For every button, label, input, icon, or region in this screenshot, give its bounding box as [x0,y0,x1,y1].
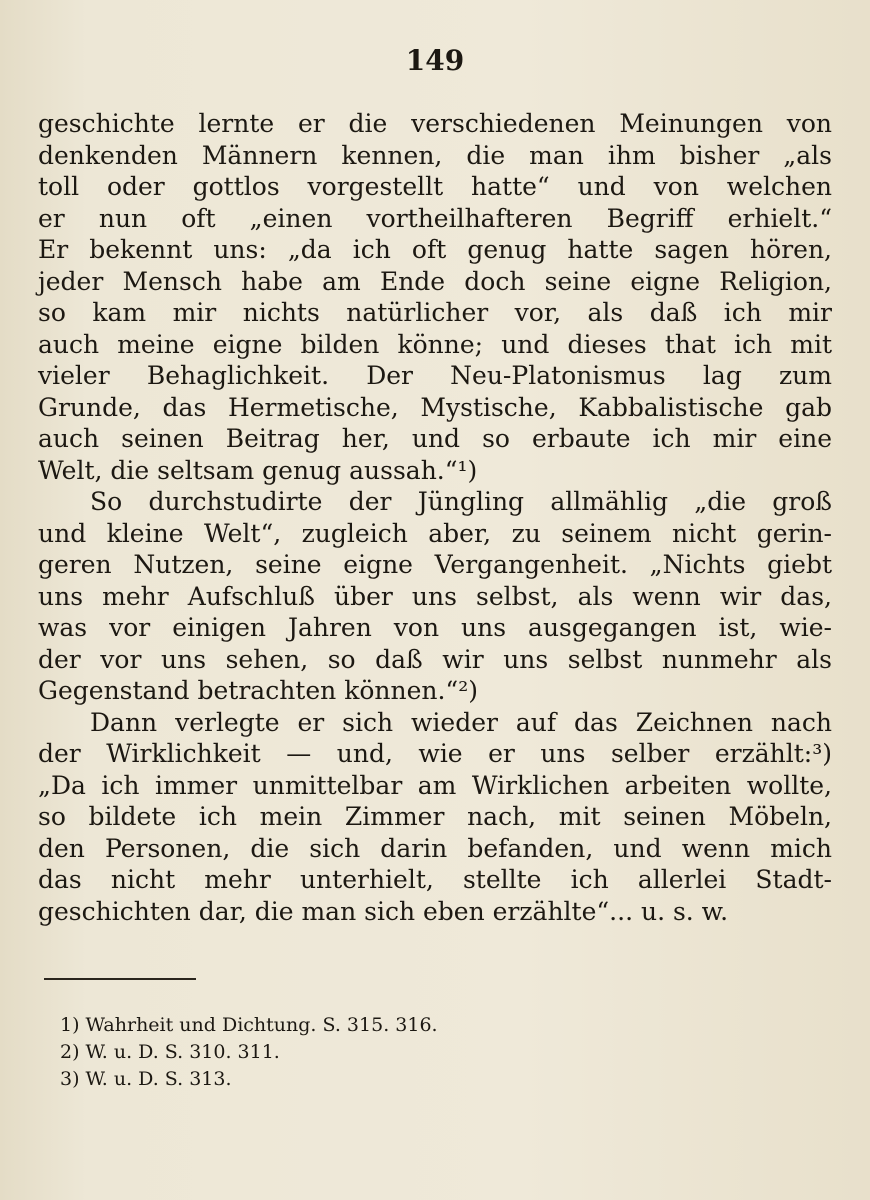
text-line: toll oder gottlos vorgestellt hatte“ und von welchen [38,172,832,201]
text-line: geschichten dar, die man sich eben erzählte“... u. s. w. [38,896,729,926]
text-line: Grunde, das Hermetische, Mystische, Kabbalistische gab [38,392,832,422]
text-line: auch seinen Beitrag her, und so erbaute ich mir eine [38,424,832,453]
text-line: der vor uns sehen, so daß wir uns selbst nunmehr als [38,644,832,674]
text-line: denkenden Männern kennen, die man ihm bisher „als [38,140,832,170]
text-line: geren Nutzen, seine eigne Vergangenheit. „Nichts giebt [38,550,832,579]
text-line: der Wirklichkeit — und, wie er uns selber erzählt:³) [38,739,832,768]
text-line: er nun oft „einen vortheilhafteren Begriff erhielt.“ [38,203,832,233]
footnote-2: 2) W. u. D. S. 310. 311. [60,1041,280,1063]
footnotes [60,1012,760,1093]
footnote-1: 1) Wahrheit und Dichtung. S. 315. 316. [60,1014,438,1036]
text-line: so kam mir nichts natürlicher vor, als daß ich mir [38,298,832,327]
text-line: Welt, die seltsam genug aussah.“¹) [38,455,478,485]
text-line: den Personen, die sich darin befanden, und wenn mich [38,833,832,863]
page-number: 149 [405,44,465,77]
text-line: uns mehr Aufschluß über uns selbst, als wenn wir das, [38,581,832,611]
paragraph-2 [38,486,832,707]
footnote-divider [44,978,196,980]
text-line: das nicht mehr unterhielt, stellte ich allerlei Stadt- [38,865,832,894]
text-line: Dann verlegte er sich wieder auf das Zeichnen nach [90,707,832,737]
text-line: und kleine Welt“, zugleich aber, zu seinem nicht gerin- [38,518,832,548]
text-line: auch meine eigne bilden könne; und dieses that ich mit [38,329,832,359]
text-line: Gegenstand betrachten können.“²) [38,676,478,705]
text-line: so bildete ich mein Zimmer nach, mit seinen Möbeln, [38,802,832,831]
body-text [38,108,832,927]
text-line: So durchstudirte der Jüngling allmählig „die groß [90,487,832,516]
paragraph-1 [38,108,832,486]
text-line: geschichte lernte er die verschiedenen Meinungen von [38,109,832,138]
text-line: „Da ich immer unmittelbar am Wirklichen arbeiten wollte, [38,770,832,800]
text-line: Er bekennt uns: „da ich oft genug hatte sagen hören, [38,235,832,264]
footnote-3: 3) W. u. D. S. 313. [60,1068,232,1090]
text-line: was vor einigen Jahren von uns ausgegangen ist, wie- [38,613,832,642]
paragraph-3 [38,707,832,928]
text-line: vieler Behaglichkeit. Der Neu-Platonismus lag zum [38,361,832,390]
text-line: jeder Mensch habe am Ende doch seine eigne Religion, [38,266,832,296]
